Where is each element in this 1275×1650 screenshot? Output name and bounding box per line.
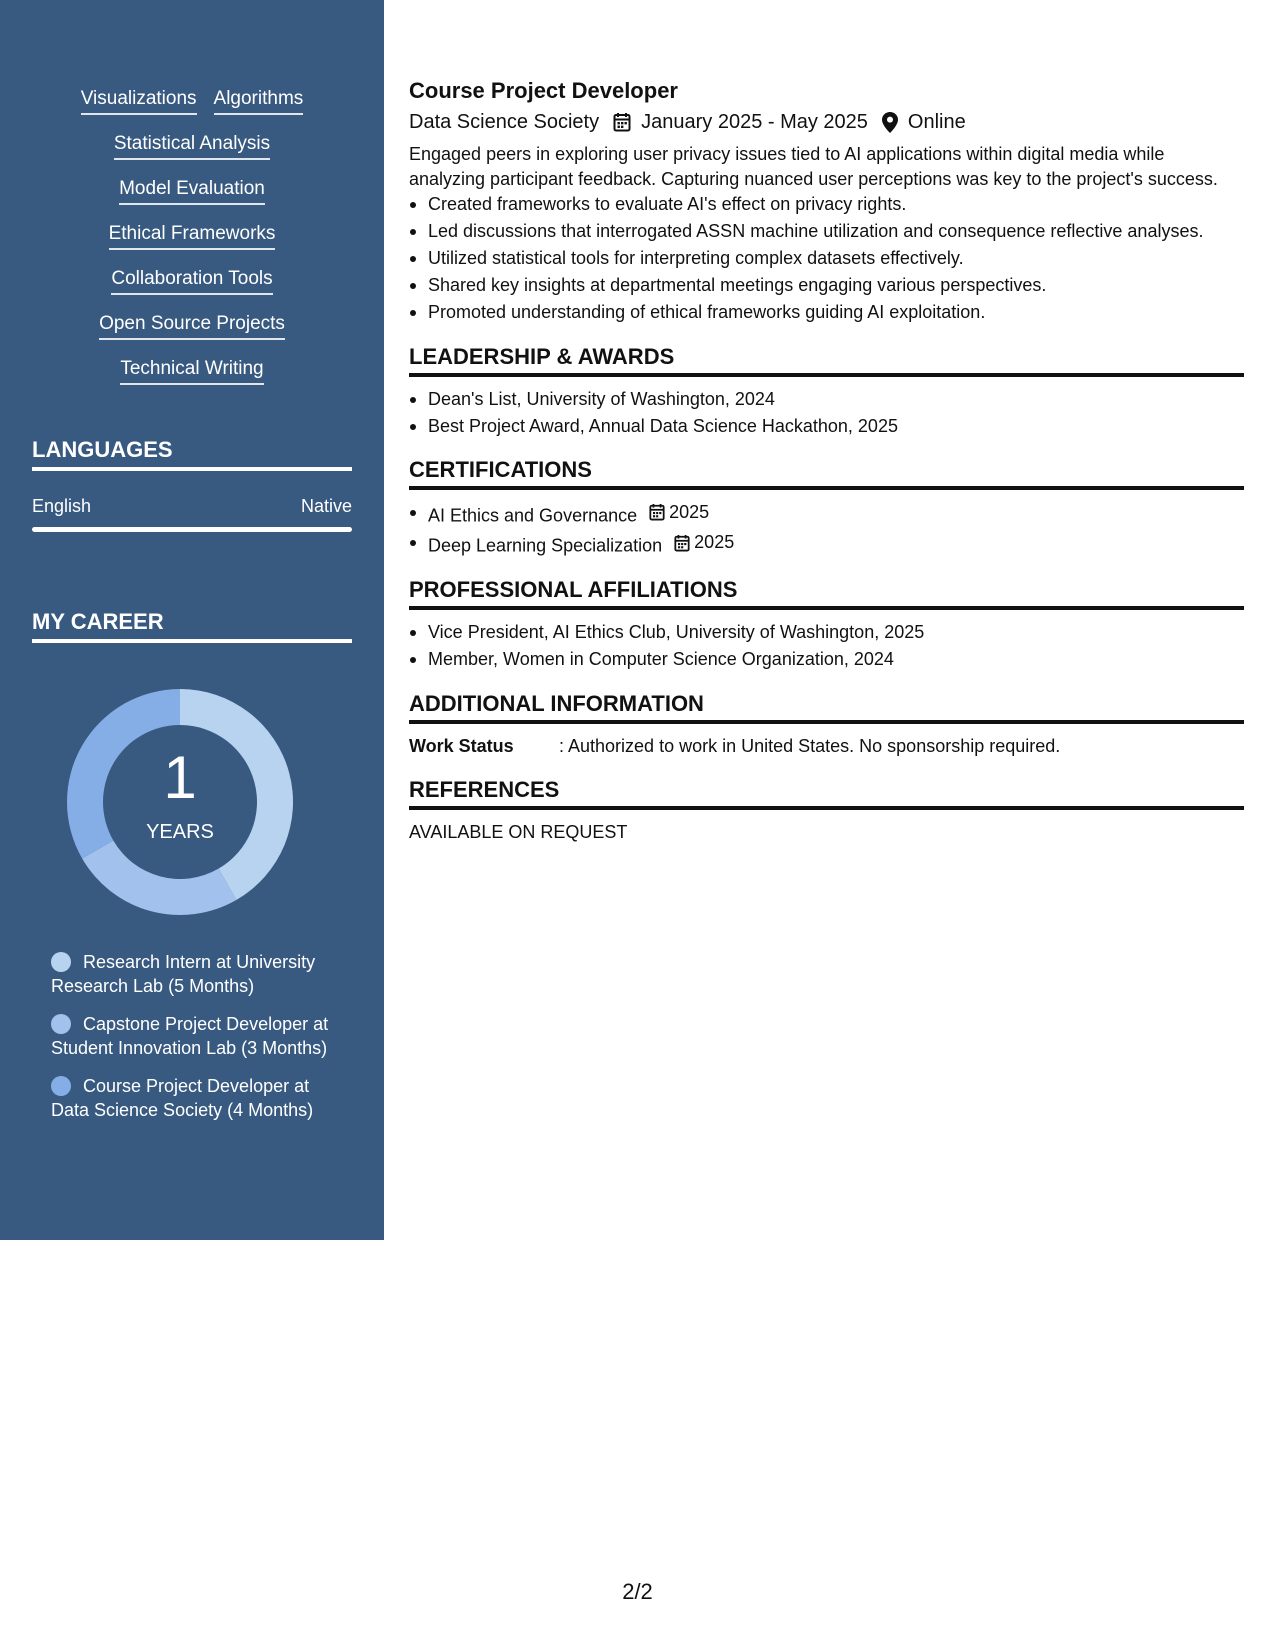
career-dot-icon [51, 1014, 71, 1034]
skill-tag: Model Evaluation [119, 176, 265, 205]
job-bullet: Shared key insights at departmental meetings engaging various perspectives. [409, 273, 1244, 298]
job-bullet: Led discussions that interrogated ASSN machine utilization and consequence reflective analyses. [409, 219, 1244, 244]
skill-row [32, 311, 352, 356]
leadership-item: Best Project Award, Annual Data Science Hackathon, 2025 [409, 414, 1244, 439]
career-item-text: Research Intern at University Research Lab (5 Months) [51, 952, 316, 996]
skill-row [32, 356, 352, 401]
affiliations-heading: PROFESSIONAL AFFILIATIONS [409, 576, 1244, 610]
career-item [51, 950, 331, 998]
job-title: Course Project Developer [409, 78, 678, 103]
skills-list [32, 86, 352, 401]
certification-name: AI Ethics and Governance [428, 505, 638, 526]
affiliation-item: Member, Women in Computer Science Organization, 2024 [409, 647, 1244, 672]
career-total-years: 1 [163, 744, 197, 811]
certifications-heading: CERTIFICATIONS [409, 456, 1244, 490]
language-row [32, 494, 352, 518]
career-heading: MY CAREER [32, 608, 352, 643]
career-item [51, 1074, 331, 1122]
skill-row [32, 176, 352, 221]
career-item-text: Course Project Developer at Data Science Society (4 Months) [51, 1076, 314, 1120]
skill-row [32, 221, 352, 266]
job-description: Engaged peers in exploring user privacy issues tied to AI applications within digital media while analyzing participant feedback. Capturing nuanced user perceptions was key to the project's success. [409, 144, 1218, 189]
skill-tag: Collaboration Tools [111, 266, 272, 295]
calendar-icon [613, 112, 631, 132]
certification-name: Deep Learning Specialization [428, 535, 663, 556]
work-status-label: Work Status [409, 735, 514, 756]
skill-row [32, 131, 352, 176]
calendar-icon [649, 503, 665, 521]
skill-tag: Open Source Projects [99, 311, 285, 340]
certifications-list [409, 500, 1244, 558]
job-location: Online [907, 111, 966, 133]
career-dot-icon [51, 952, 71, 972]
job-bullet: Utilized statistical tools for interpreting complex datasets effectively. [409, 246, 1244, 271]
certification-year: 2025 [694, 532, 735, 553]
page-number: 2/2 [622, 1579, 653, 1604]
donut-segment [82, 841, 236, 916]
certification-item [409, 530, 1244, 558]
language-level: Native [300, 496, 352, 516]
career-item-text: Capstone Project Developer at Student Innovation Lab (3 Months) [51, 1014, 329, 1058]
location-pin-icon [882, 112, 898, 133]
job-meta [409, 108, 1244, 136]
skill-row [32, 86, 352, 131]
job-bullets [409, 192, 1244, 325]
languages-heading: LANGUAGES [32, 436, 352, 471]
job-dates: January 2025 - May 2025 [641, 111, 868, 133]
skill-tag: Statistical Analysis [114, 131, 270, 160]
additional-info-heading: ADDITIONAL INFORMATION [409, 690, 1244, 724]
leadership-list [409, 387, 1244, 439]
affiliation-item: Vice President, AI Ethics Club, University of Washington, 2025 [409, 620, 1244, 645]
work-status-row [409, 734, 1244, 758]
job-org: Data Science Society [409, 111, 600, 133]
career-total-unit: YEARS [146, 821, 214, 843]
work-status-value: : Authorized to work in United States. No sponsorship required. [559, 735, 1061, 756]
main-content [409, 76, 1244, 844]
skill-tag: Visualizations [81, 86, 197, 115]
certification-year: 2025 [669, 502, 710, 522]
language-proficiency-bar [32, 527, 352, 532]
certification-item [409, 500, 1244, 528]
references-text: AVAILABLE ON REQUEST [409, 821, 628, 842]
calendar-icon [674, 534, 690, 552]
career-legend [51, 950, 331, 1136]
job-bullet: Created frameworks to evaluate AI's effect on privacy rights. [409, 192, 1244, 217]
leadership-item: Dean's List, University of Washington, 2024 [409, 387, 1244, 412]
skill-tag: Algorithms [214, 86, 304, 115]
language-name: English [32, 496, 92, 516]
affiliations-list [409, 620, 1244, 672]
references-heading: REFERENCES [409, 776, 1244, 810]
career-item [51, 1012, 331, 1060]
career-donut-chart [66, 688, 294, 916]
skill-tag: Ethical Frameworks [109, 221, 276, 250]
skill-tag: Technical Writing [120, 356, 263, 385]
leadership-heading: LEADERSHIP & AWARDS [409, 343, 1244, 377]
career-dot-icon [51, 1076, 71, 1096]
sidebar [0, 0, 384, 1240]
skill-row [32, 266, 352, 311]
job-bullet: Promoted understanding of ethical frameworks guiding AI exploitation. [409, 300, 1244, 325]
